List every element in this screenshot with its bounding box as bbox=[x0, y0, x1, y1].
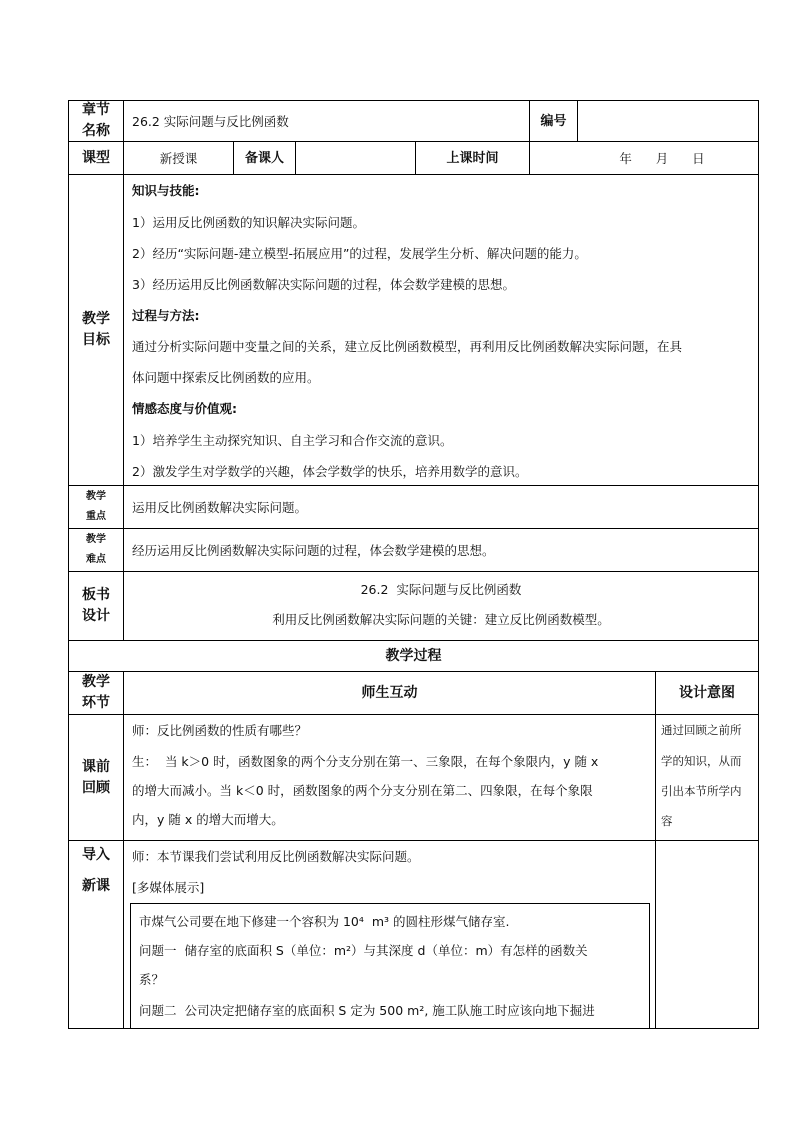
board-line-2: 利用反比例函数解决实际问题的关键：建立反比例函数模型。 bbox=[272, 612, 610, 627]
number-label: 编号 bbox=[540, 113, 567, 129]
objectives-line: 通过分析实际问题中变量之间的关系，建立反比例函数模型，再利用反比例函数解决实际问题，在具 bbox=[132, 339, 683, 354]
review-content bbox=[132, 715, 652, 840]
objectives-line: 1）运用反比例函数的知识解决实际问题。 bbox=[132, 215, 365, 230]
preparer-value bbox=[296, 142, 415, 174]
stage-header-line-1: 教学 bbox=[82, 674, 110, 690]
problem-line: 问题一 储存室的底面积 S（单位：m²）与其深度 d（单位：m）有怎样的函数关 bbox=[139, 943, 588, 958]
review-line: 内，y 随 x 的增大而增大。 bbox=[132, 812, 284, 827]
review-label bbox=[69, 715, 123, 840]
objectives-line: 2）经历“实际问题-建立模型-拓展应用”的过程，发展学生分析、解决问题的能力。 bbox=[132, 246, 587, 261]
key-point-label-line-2: 重点 bbox=[86, 511, 106, 522]
objectives-line: 2）激发学生对学数学的兴趣，体会学数学的快乐，培养用数学的意识。 bbox=[132, 464, 528, 479]
review-intent bbox=[661, 715, 757, 840]
chapter-label-line-2: 名称 bbox=[82, 123, 110, 139]
difficulty-label bbox=[69, 529, 123, 571]
review-intent-line: 容 bbox=[661, 814, 673, 828]
date-value: 年 月 日 bbox=[619, 151, 705, 166]
key-point-text: 运用反比例函数解决实际问题。 bbox=[132, 500, 308, 515]
board-label-line-1: 板书 bbox=[82, 587, 110, 603]
objectives-label bbox=[69, 175, 123, 485]
interaction-column-header: 师生互动 bbox=[361, 684, 418, 701]
objectives-line: 3）经历运用反比例函数解决实际问题的过程，体会数学建模的思想。 bbox=[132, 277, 515, 292]
review-intent-line: 引出本节所学内 bbox=[661, 784, 742, 798]
review-intent-line: 通过回顾之前所 bbox=[661, 723, 742, 737]
review-line: 师：反比例函数的性质有哪些？ bbox=[132, 723, 308, 738]
chapter-value: 26.2 实际问题与反比例函数 bbox=[132, 114, 289, 129]
objectives-line: 体问题中探索反比例函数的应用。 bbox=[132, 370, 320, 385]
stage-column-header bbox=[69, 672, 123, 714]
problem-line: 系？ bbox=[139, 972, 165, 987]
problem-line: 问题二 公司决定把储存室的底面积 S 定为 500 m², 施工队施工时应该向地下掘进 bbox=[139, 1003, 595, 1018]
difficulty-text: 经历运用反比例函数解决实际问题的过程，体会数学建模的思想。 bbox=[132, 543, 495, 558]
board-label bbox=[69, 572, 123, 640]
type-value: 新授课 bbox=[159, 151, 198, 166]
key-point-label-line-1: 教学 bbox=[86, 491, 106, 502]
review-line: 生： 当 k＞0 时，函数图象的两个分支分别在第一、三象限，在每个象限内，y 随 x bbox=[132, 754, 599, 769]
board-label-line-2: 设计 bbox=[82, 608, 110, 624]
stage-header-line-2: 环节 bbox=[82, 695, 110, 711]
intro-label bbox=[69, 841, 123, 1028]
chapter-label bbox=[69, 101, 123, 141]
intro-label-line-2: 新课 bbox=[82, 878, 110, 894]
review-line: 的增大而减小。当 k＜0 时，函数图象的两个分支分别在第二、四象限，在每个象限 bbox=[132, 783, 593, 798]
type-label: 课型 bbox=[82, 149, 110, 166]
chapter-label-line-1: 章节 bbox=[82, 102, 110, 118]
objectives-line: 1）培养学生主动探究知识、自主学习和合作交流的意识。 bbox=[132, 433, 453, 448]
board-line-1: 26.2 实际问题与反比例函数 bbox=[360, 582, 522, 597]
intro-label-line-1: 导入 bbox=[82, 847, 110, 863]
review-label-line-1: 课前 bbox=[82, 758, 110, 775]
objectives-heading-knowledge: 知识与技能: bbox=[132, 183, 200, 198]
objectives-heading-attitude: 情感态度与价值观: bbox=[132, 401, 237, 416]
problem-line: 市煤气公司要在地下修建一个容积为 10⁴ m³ 的圆柱形煤气储存室. bbox=[139, 914, 510, 929]
objectives-heading-process: 过程与方法: bbox=[132, 308, 200, 323]
intro-line: 师：本节课我们尝试利用反比例函数解决实际问题。 bbox=[132, 849, 420, 864]
time-label: 上课时间 bbox=[446, 150, 499, 166]
objectives-label-line-1: 教学 bbox=[82, 311, 110, 327]
number-value bbox=[578, 101, 758, 141]
process-title: 教学过程 bbox=[385, 647, 442, 664]
objectives-label-line-2: 目标 bbox=[82, 332, 110, 348]
preparer-label: 备课人 bbox=[244, 150, 284, 166]
intro-multimedia-label: [多媒体展示] bbox=[132, 880, 205, 895]
review-intent-line: 学的知识，从而 bbox=[661, 754, 742, 768]
difficulty-label-line-1: 教学 bbox=[86, 534, 106, 545]
key-point-label bbox=[69, 486, 123, 528]
objectives-content bbox=[132, 175, 754, 485]
problem-box bbox=[130, 903, 650, 1028]
review-label-line-2: 回顾 bbox=[82, 779, 110, 796]
difficulty-label-line-2: 难点 bbox=[86, 554, 106, 565]
intent-column-header: 设计意图 bbox=[679, 684, 735, 701]
